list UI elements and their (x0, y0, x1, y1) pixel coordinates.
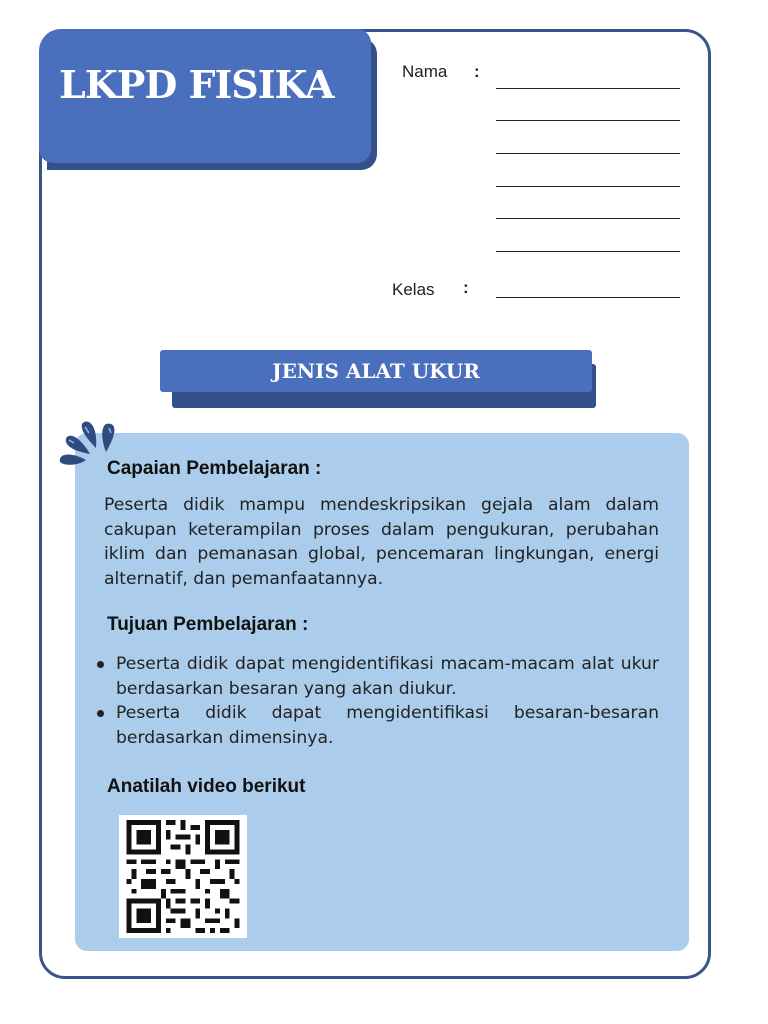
name-line-6[interactable] (496, 251, 680, 252)
name-line-2[interactable] (496, 120, 680, 121)
topic-title: JENIS ALAT UKUR (272, 359, 480, 383)
objective-item: Peserta didik dapat mengidentifikasi macam-macam alat ukur berdasarkan besaran yang akan diukur. (94, 652, 659, 701)
video-heading: Anatilah video berikut (107, 776, 306, 797)
page-title: LKPD FISIKA (59, 62, 334, 107)
name-line-5[interactable] (496, 218, 680, 219)
name-line-3[interactable] (496, 153, 680, 154)
objective-item: Peserta didik dapat mengidentifikasi besaran-besaran berdasarkan dimensinya. (94, 701, 659, 750)
class-label: Kelas (392, 280, 435, 299)
name-line-1[interactable] (496, 88, 680, 89)
topic-banner (160, 350, 592, 392)
objectives-list (94, 652, 659, 750)
qr-code-icon (119, 815, 247, 938)
learning-outcomes-heading: Capaian Pembelajaran : (107, 458, 322, 479)
objectives-heading: Tujuan Pembelajaran : (107, 614, 309, 635)
video-qr-code[interactable] (119, 815, 247, 938)
name-line-4[interactable] (496, 186, 680, 187)
name-label: Nama (402, 62, 448, 81)
name-colon: : (474, 62, 480, 81)
class-line[interactable] (496, 297, 680, 298)
class-colon: : (463, 278, 469, 297)
learning-outcomes-text: Peserta didik mampu mendeskripsikan gejala alam dalam cakupan keterampilan proses dalam pengukuran, perubahan iklim dan pemanasan global, pencemaran lingkungan, energi alternatif, dan pemanfaatannya. (104, 495, 659, 589)
